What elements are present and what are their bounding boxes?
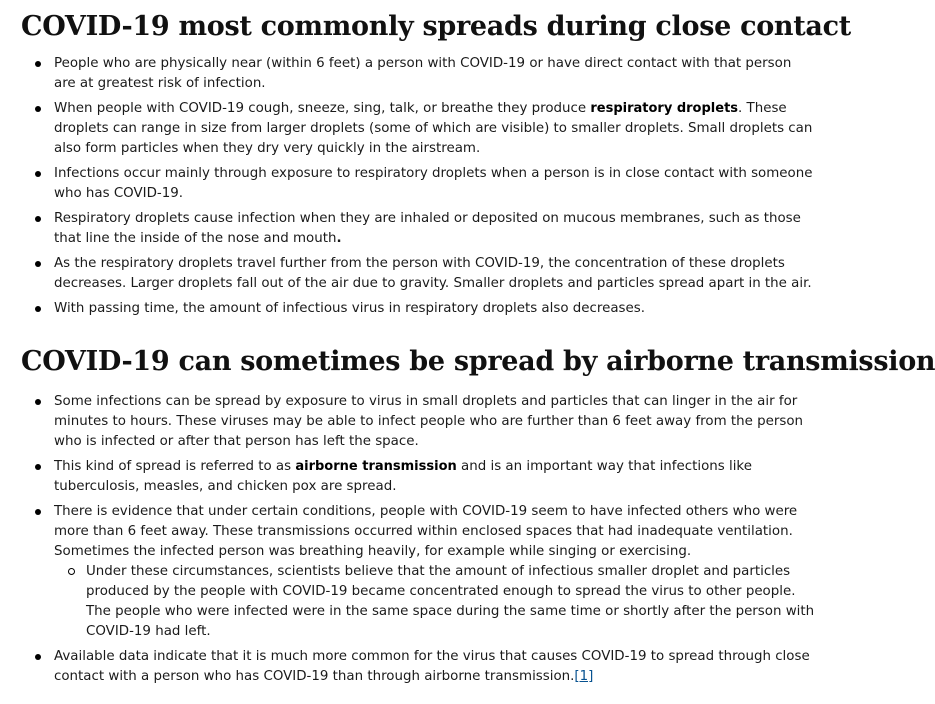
bullet-text: There is evidence that under certain conditions, people with COVID-19 seem to have infected others who were more than 6 feet away. These transmissions occurred within enclosed spaces that had inadequate ventilation. Sometimes the infected person was breathing heavily, for example while singing or exercising. (54, 504, 798, 559)
bullet-text: Infections occur mainly through exposure to respiratory droplets when a person is in close contact with someone who has COVID-19. (54, 166, 813, 201)
bullet-text: With passing time, the amount of infectious virus in respiratory droplets also decreases. (54, 301, 645, 316)
reference-link[interactable]: [1] (574, 669, 594, 684)
bullet-text: This kind of spread is referred to as (54, 459, 296, 474)
sub-bullet-list (54, 562, 816, 642)
list-item (0, 164, 840, 204)
bullet-text: . These droplets can range in size from larger droplets (some of which are visible) to smaller droplets. Small droplets can also form particles when they dry very quickly in the airstream. (54, 101, 813, 156)
list-item (0, 457, 840, 497)
list-item (0, 502, 840, 642)
airborne-bullet-list (0, 392, 840, 692)
list-item (0, 254, 840, 294)
list-item (0, 209, 840, 249)
bullet-text: Some infections can be spread by exposure to virus in small droplets and particles that can linger in the air for minutes to hours. These viruses may be able to infect people who are further than 6 feet away from the person who is infected or after that person has left the space. (54, 394, 803, 449)
bullet-text: Available data indicate that it is much more common for the virus that causes COVID-19 to spread through close contact with a person who has COVID-19 than through airborne transmission. (54, 649, 810, 684)
bullet-end-period: . (336, 231, 342, 246)
section-heading-close-contact: COVID-19 most commonly spreads during close contact (21, 11, 851, 42)
bullet-text: and is an important way that infections like tuberculosis, measles, and chicken pox are spread. (54, 459, 752, 494)
list-item (0, 392, 840, 452)
sub-bullet-text: Under these circumstances, scientists believe that the amount of infectious smaller droplet and particles produced by the people with COVID-19 became concentrated enough to spread the virus to other people. The people who were infected were in the same space during the same time or shortly after the person with COVID-19 had left. (86, 564, 815, 639)
bullet-text: When people with COVID-19 cough, sneeze, sing, talk, or breathe they produce (54, 101, 591, 116)
list-item (0, 299, 840, 319)
list-item (0, 54, 840, 94)
bullet-text: People who are physically near (within 6 feet) a person with COVID-19 or have direct contact with that person are at greatest risk of infection. (54, 56, 792, 91)
term-airborne-transmission: airborne transmission (295, 459, 457, 474)
bullet-text: As the respiratory droplets travel further from the person with COVID-19, the concentration of these droplets decreases. Larger droplets fall out of the air due to gravity. Smaller droplets and particles spread apart in the air. (54, 256, 812, 291)
list-item (0, 647, 840, 687)
bullet-text: Respiratory droplets cause infection when they are inhaled or deposited on mucous membranes, such as those that line the inside of the nose and mouth (54, 211, 801, 246)
close-contact-bullet-list (0, 54, 840, 324)
list-item (0, 99, 840, 159)
term-respiratory-droplets: respiratory droplets (590, 101, 739, 116)
sub-list-item (54, 562, 816, 642)
section-heading-airborne-transmission: COVID-19 can sometimes be spread by airborne transmission (21, 346, 935, 377)
